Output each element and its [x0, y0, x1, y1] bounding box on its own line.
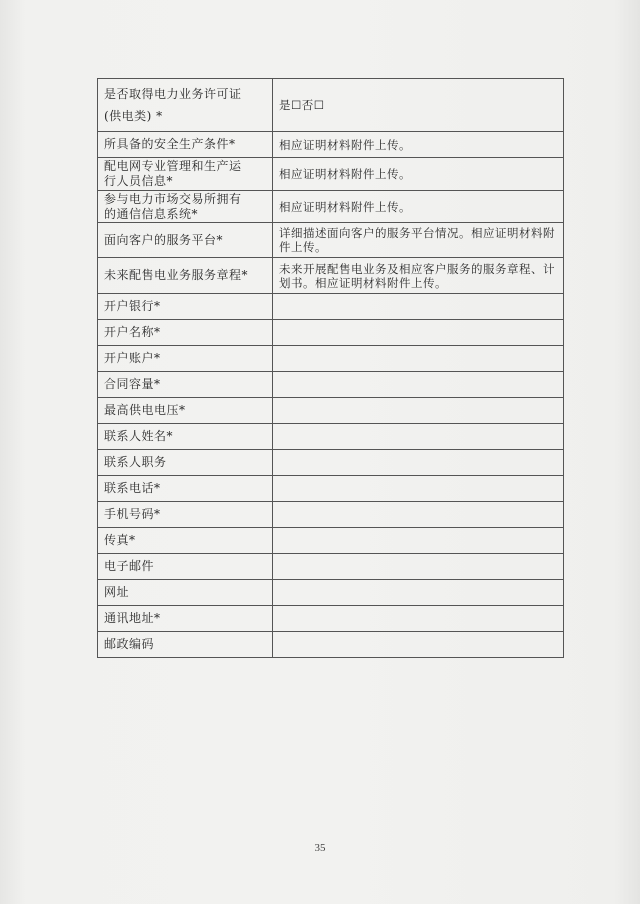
field-label: 联系人姓名* [98, 424, 273, 450]
table-row [98, 258, 564, 294]
field-value: 未来开展配售电业务及相应客户服务的服务章程、计划书。相应证明材料附件上传。 [273, 258, 564, 294]
field-value [273, 580, 564, 606]
table-row [98, 502, 564, 528]
page-number: 35 [314, 842, 326, 854]
table-row [98, 346, 564, 372]
table-row [98, 606, 564, 632]
table-row [98, 580, 564, 606]
field-label: 邮政编码 [98, 632, 273, 658]
table-row [98, 632, 564, 658]
field-label: 未来配售电业务服务章程* [98, 258, 273, 294]
field-value [273, 424, 564, 450]
field-value [273, 294, 564, 320]
table-row [98, 528, 564, 554]
field-label: 合同容量* [98, 372, 273, 398]
field-value: 是☐否☐ [273, 79, 564, 132]
field-value [273, 346, 564, 372]
field-value: 相应证明材料附件上传。 [273, 191, 564, 223]
table-row [98, 191, 564, 223]
field-value: 相应证明材料附件上传。 [273, 158, 564, 191]
table-row [98, 398, 564, 424]
field-label: 网址 [98, 580, 273, 606]
table-row [98, 223, 564, 258]
field-label: 联系人职务 [98, 450, 273, 476]
field-label: 最高供电电压* [98, 398, 273, 424]
table-row [98, 372, 564, 398]
table-row [98, 158, 564, 191]
field-label: 开户名称* [98, 320, 273, 346]
field-label: 电子邮件 [98, 554, 273, 580]
field-value [273, 528, 564, 554]
field-label: 联系电话* [98, 476, 273, 502]
field-value: 详细描述面向客户的服务平台情况。相应证明材料附件上传。 [273, 223, 564, 258]
table-row [98, 424, 564, 450]
field-label: 所具备的安全生产条件* [98, 132, 273, 158]
field-value [273, 372, 564, 398]
field-label: 手机号码* [98, 502, 273, 528]
table-row [98, 450, 564, 476]
field-label: 面向客户的服务平台* [98, 223, 273, 258]
field-value [273, 398, 564, 424]
field-value [273, 450, 564, 476]
field-label: 开户银行* [98, 294, 273, 320]
field-label: 传真* [98, 528, 273, 554]
table-row [98, 132, 564, 158]
registration-info-table [97, 78, 564, 658]
field-value: 相应证明材料附件上传。 [273, 132, 564, 158]
field-label: 是否取得电力业务许可证 (供电类) * [98, 79, 273, 132]
field-value [273, 476, 564, 502]
field-value [273, 502, 564, 528]
table-row [98, 476, 564, 502]
table-row [98, 294, 564, 320]
field-value [273, 632, 564, 658]
table-row [98, 320, 564, 346]
field-label: 开户账户* [98, 346, 273, 372]
table-row [98, 79, 564, 132]
field-label: 配电网专业管理和生产运 行人员信息* [98, 158, 273, 191]
field-label: 参与电力市场交易所拥有 的通信信息系统* [98, 191, 273, 223]
field-value [273, 554, 564, 580]
field-label: 通讯地址* [98, 606, 273, 632]
field-value [273, 606, 564, 632]
table-row [98, 554, 564, 580]
field-value [273, 320, 564, 346]
